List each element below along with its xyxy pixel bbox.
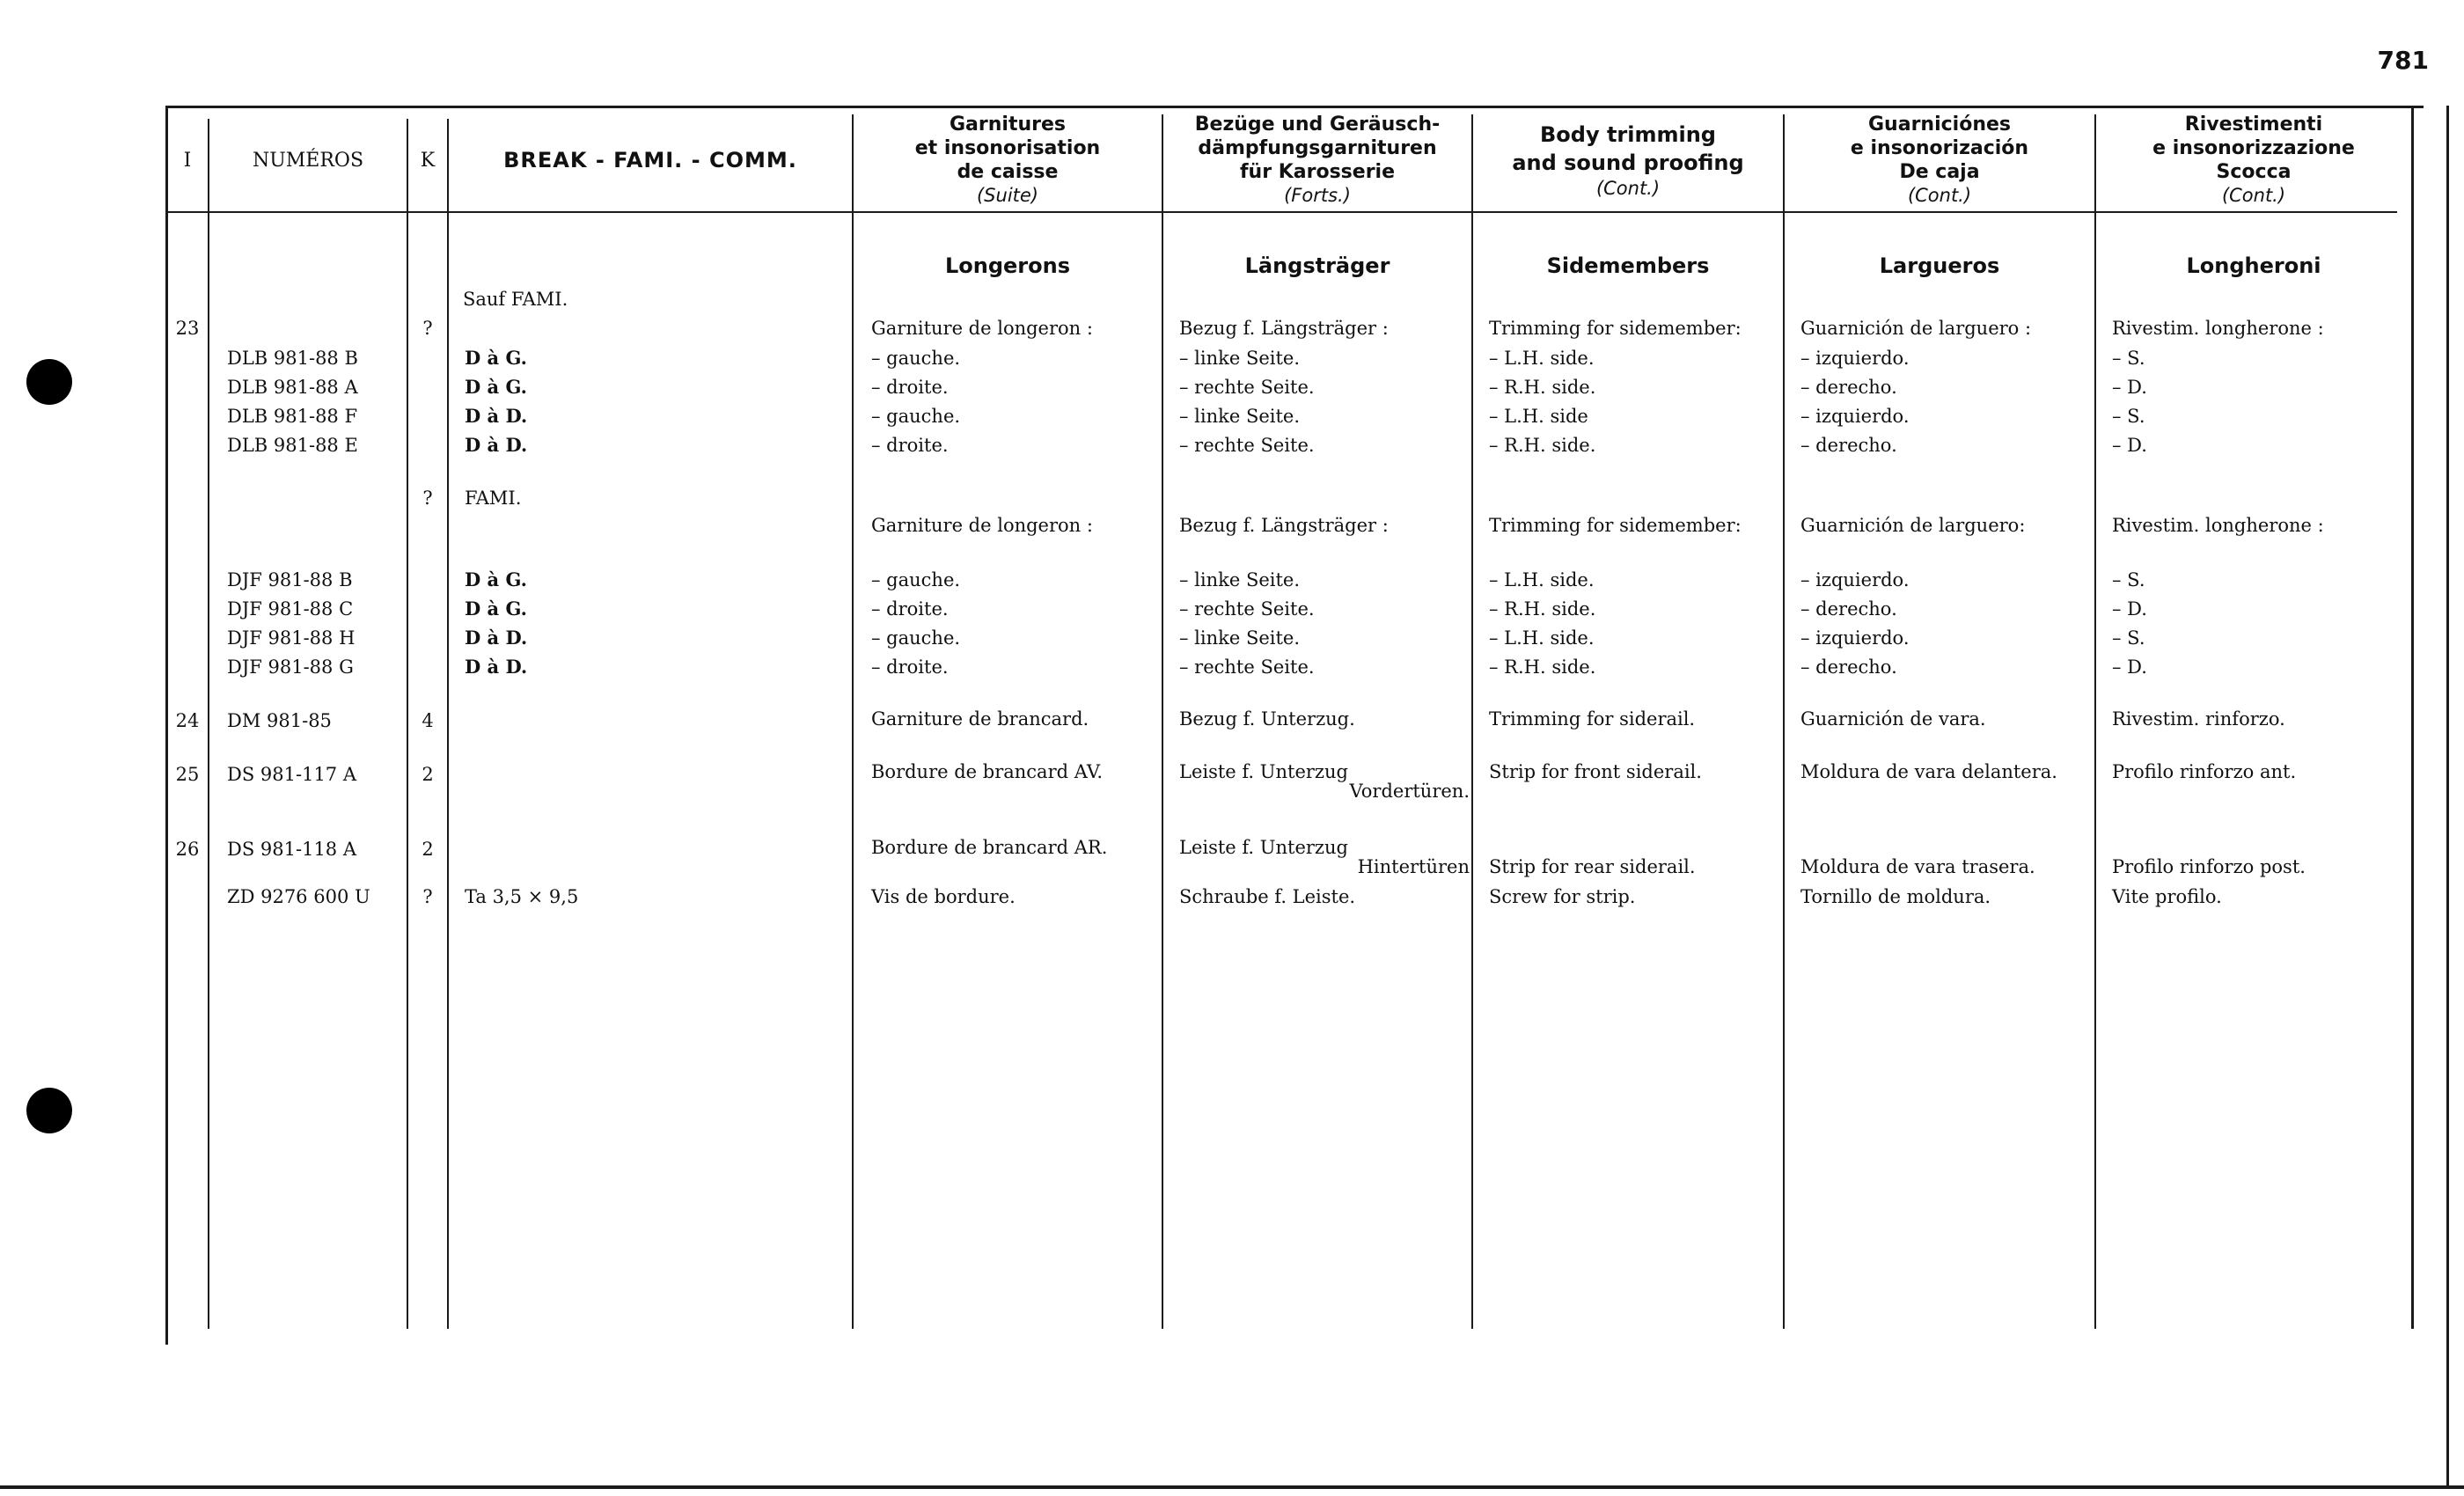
row1-model: Sauf FAMI.: [463, 289, 568, 310]
row10-en: – R.H. side.: [1489, 598, 1596, 620]
row4-number: DLB 981-88 A: [227, 377, 358, 398]
row7-k: ?: [422, 488, 433, 509]
row4-model: D à G.: [465, 376, 527, 398]
header-it-line2: e insonorizzazione: [2152, 137, 2355, 159]
row8-de: Bezug f. Längsträger :: [1179, 515, 1389, 536]
header-col-i: I: [183, 149, 192, 172]
header-col-k: K: [420, 149, 436, 172]
row9-number: DJF 981-88 B: [227, 569, 353, 590]
row16-k: ?: [422, 886, 433, 907]
row4-fr: – droite.: [871, 377, 949, 398]
row3-number: DLB 981-88 B: [227, 348, 358, 369]
row14-k: 2: [422, 764, 434, 785]
header-it-sub: (Cont.): [2221, 185, 2286, 206]
row15-de-line2: Hintertüren: [1357, 856, 1470, 877]
row12-it: – D.: [2112, 656, 2147, 678]
row10-es: – derecho.: [1800, 598, 1897, 620]
row12-en: – R.H. side.: [1489, 656, 1596, 678]
row5-number: DLB 981-88 F: [227, 406, 358, 427]
row13-it: Rivestim. rinforzo.: [2112, 708, 2285, 730]
row15-it: Profilo rinforzo post.: [2112, 856, 2306, 877]
row6-it: – D.: [2112, 435, 2147, 456]
row14-index: 25: [175, 764, 200, 785]
row5-it: – S.: [2112, 406, 2145, 427]
row13-k: 4: [422, 710, 434, 731]
row11-en: – L.H. side.: [1489, 627, 1595, 649]
row10-fr: – droite.: [871, 598, 949, 620]
section-title-it: Longheroni: [2186, 253, 2321, 278]
header-fr-sub: (Suite): [976, 185, 1038, 206]
row3-fr: – gauche.: [871, 348, 961, 369]
row14-number: DS 981-117 A: [227, 764, 356, 785]
row13-index: 24: [175, 710, 200, 731]
row6-es: – derecho.: [1800, 435, 1897, 456]
row11-model: D à D.: [465, 627, 528, 649]
row2-it: Rivestim. longherone :: [2112, 318, 2324, 339]
row15-fr: Bordure de brancard AR.: [871, 837, 1108, 858]
col-line-fr: [1162, 114, 1163, 1329]
row2-fr: Garniture de longeron :: [871, 318, 1093, 339]
row9-de: – linke Seite.: [1179, 569, 1301, 590]
section-title-en: Sidemembers: [1546, 253, 1710, 278]
row8-es: Guarnición de larguero:: [1800, 515, 2026, 536]
header-es-sub: (Cont.): [1907, 185, 1972, 206]
row3-it: – S.: [2112, 348, 2145, 369]
header-en-line2: and sound proofing: [1512, 150, 1744, 175]
header-de-line3: für Karosserie: [1239, 161, 1396, 183]
col-line-es: [2094, 114, 2096, 1329]
row11-number: DJF 981-88 H: [227, 627, 356, 649]
header-es-line1: Guarniciónes: [1868, 114, 2011, 136]
row6-fr: – droite.: [871, 435, 949, 456]
row9-fr: – gauche.: [871, 569, 961, 590]
header-col-it: [2096, 109, 2411, 211]
row2-de: Bezug f. Längsträger :: [1179, 318, 1389, 339]
row14-it: Profilo rinforzo ant.: [2112, 761, 2297, 782]
row10-number: DJF 981-88 C: [227, 598, 354, 620]
header-bottom-border: [165, 211, 2397, 213]
row5-fr: – gauche.: [871, 406, 961, 427]
row9-model: D à G.: [465, 568, 527, 590]
row16-en: Screw for strip.: [1489, 886, 1636, 907]
section-title-de: Längsträger: [1244, 253, 1390, 278]
header-es-line2: e insonorización: [1850, 137, 2029, 159]
row10-model: D à G.: [465, 598, 527, 620]
header-fr-line3: de caisse: [957, 161, 1059, 183]
section-title-es: Largueros: [1879, 253, 2000, 278]
col-line-de: [1471, 114, 1473, 1329]
header-col-model: BREAK - FAMI. - COMM.: [503, 148, 797, 172]
row16-it: Vite profilo.: [2112, 886, 2222, 907]
row12-es: – derecho.: [1800, 656, 1897, 678]
row14-de: Leiste f. Unterzug: [1179, 761, 1348, 782]
row14-en: Strip for front siderail.: [1489, 761, 1702, 782]
row15-de: Leiste f. Unterzug: [1179, 837, 1348, 858]
row3-en: – L.H. side.: [1489, 348, 1595, 369]
header-de-line1: Bezüge und Geräusch-: [1194, 114, 1441, 136]
row8-fr: Garniture de longeron :: [871, 515, 1093, 536]
row15-en: Strip for rear siderail.: [1489, 856, 1696, 877]
row9-it: – S.: [2112, 569, 2145, 590]
col-line-model: [852, 114, 854, 1329]
header-fr-line2: et insonorisation: [914, 137, 1101, 159]
header-col-fr: [854, 109, 1162, 211]
row11-fr: – gauche.: [871, 627, 961, 649]
row15-es: Moldura de vara trasera.: [1800, 856, 2035, 877]
row16-de: Schraube f. Leiste.: [1179, 886, 1356, 907]
row16-fr: Vis de bordure.: [871, 886, 1016, 907]
row8-it: Rivestim. longherone :: [2112, 515, 2324, 536]
page-number: 781: [2377, 46, 2429, 75]
row6-de: – rechte Seite.: [1179, 435, 1315, 456]
header-fr-line1: Garnitures: [950, 114, 1066, 136]
header-col-es: [1785, 109, 2094, 211]
row6-number: DLB 981-88 E: [227, 435, 358, 456]
header-it-line3: Scocca: [2216, 161, 2292, 183]
row15-number: DS 981-118 A: [227, 839, 356, 860]
row2-es: Guarnición de larguero :: [1800, 318, 2032, 339]
row8-en: Trimming for sidemember:: [1489, 515, 1742, 536]
col-line-i: [208, 119, 209, 1329]
header-col-en: [1473, 109, 1783, 211]
row5-en: – L.H. side: [1489, 406, 1588, 427]
row13-es: Guarnición de vara.: [1800, 708, 1986, 730]
row5-de: – linke Seite.: [1179, 406, 1301, 427]
row11-de: – linke Seite.: [1179, 627, 1301, 649]
header-col-de: [1163, 109, 1471, 211]
row3-de: – linke Seite.: [1179, 348, 1301, 369]
row14-de-line2: Vordertüren.: [1349, 781, 1470, 802]
section-title-fr: Longerons: [944, 253, 1071, 278]
row2-k: ?: [422, 318, 433, 339]
header-en-sub: (Cont.): [1595, 177, 1661, 199]
row11-es: – izquierdo.: [1800, 627, 1910, 649]
row2-en: Trimming for sidemember:: [1489, 318, 1742, 339]
punch-hole-bottom: [26, 1088, 72, 1133]
row15-index: 26: [175, 839, 200, 860]
row10-de: – rechte Seite.: [1179, 598, 1315, 620]
row4-de: – rechte Seite.: [1179, 377, 1315, 398]
punch-hole-top: [26, 359, 72, 405]
row4-en: – R.H. side.: [1489, 377, 1596, 398]
header-en-line1: Body trimming: [1539, 121, 1716, 147]
row11-it: – S.: [2112, 627, 2145, 649]
row12-fr: – droite.: [871, 656, 949, 678]
row15-k: 2: [422, 839, 434, 860]
row12-number: DJF 981-88 G: [227, 656, 354, 678]
row12-model: D à D.: [465, 656, 528, 678]
row13-number: DM 981-85: [227, 710, 332, 731]
header-de-sub: (Forts.): [1284, 185, 1351, 206]
row5-es: – izquierdo.: [1800, 406, 1910, 427]
header-col-numeros: NUMÉROS: [252, 149, 364, 172]
row6-en: – R.H. side.: [1489, 435, 1596, 456]
row13-en: Trimming for siderail.: [1489, 708, 1696, 730]
row3-es: – izquierdo.: [1800, 348, 1910, 369]
header-es-line3: De caja: [1899, 161, 1980, 183]
row14-fr: Bordure de brancard AV.: [871, 761, 1104, 782]
page-right-edge: [2446, 106, 2449, 1487]
row6-model: D à D.: [465, 434, 528, 456]
row9-es: – izquierdo.: [1800, 569, 1910, 590]
row16-es: Tornillo de moldura.: [1800, 886, 1991, 907]
row2-index: 23: [175, 318, 200, 339]
row3-model: D à G.: [465, 347, 527, 369]
col-line-k: [447, 119, 449, 1329]
row16-number: ZD 9276 600 U: [227, 886, 370, 907]
col-line-en: [1783, 114, 1785, 1329]
row9-en: – L.H. side.: [1489, 569, 1595, 590]
row13-fr: Garniture de brancard.: [871, 708, 1089, 730]
row4-es: – derecho.: [1800, 377, 1897, 398]
row5-model: D à D.: [465, 405, 528, 427]
row14-es: Moldura de vara delantera.: [1800, 761, 2057, 782]
row12-de: – rechte Seite.: [1179, 656, 1315, 678]
page-bottom-rule: [0, 1485, 2464, 1489]
header-it-line1: Rivestimenti: [2184, 114, 2323, 136]
col-line-right: [2411, 106, 2414, 1329]
row16-model: Ta 3,5 × 9,5: [465, 886, 579, 907]
row13-de: Bezug f. Unterzug.: [1179, 708, 1355, 730]
table-top-border: [165, 106, 2424, 108]
row10-it: – D.: [2112, 598, 2147, 620]
header-de-line2: dämpfungsgarnituren: [1198, 137, 1437, 159]
row4-it: – D.: [2112, 377, 2147, 398]
row7-model: FAMI.: [465, 488, 522, 509]
